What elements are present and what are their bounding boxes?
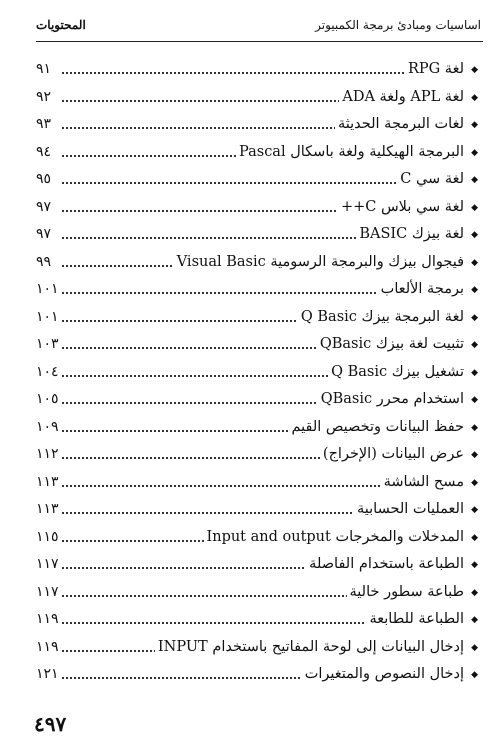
toc-entry-title: إدخال البيانات إلى لوحة المفاتيح باستخدام INPUT: [155, 638, 464, 656]
bullet-icon: ◆: [471, 560, 478, 570]
toc-entry-page: ٩٥: [36, 170, 62, 188]
toc-entry: [36, 277, 478, 305]
bullet-icon: ◆: [471, 477, 478, 488]
toc-entry-title: لغة APL ولغة ADA: [339, 88, 464, 106]
bullet-icon: ◆: [471, 65, 478, 75]
bullet-icon: ◆: [471, 395, 478, 405]
toc-entry: [36, 85, 478, 113]
toc-entry-page: ١٠٣: [36, 335, 62, 353]
running-header: [36, 18, 481, 40]
toc-entry-page: ١٠٥: [36, 390, 62, 408]
toc-entry-page: ١٠١: [36, 308, 62, 326]
toc-entry: [36, 442, 478, 470]
bullet-icon: ◆: [471, 505, 478, 515]
bullet-icon: ◆: [471, 175, 478, 185]
toc-entry: [36, 195, 478, 223]
toc-entry-title: لغة سي بلاس C++: [338, 198, 464, 216]
toc-entry-title: البرمجة الهيكلية ولغة باسكال Pascal: [236, 143, 464, 161]
bullet-icon: ◆: [471, 670, 478, 680]
toc-entry-page: ١١٩: [36, 638, 62, 656]
toc-entry-title: المدخلات والمخرجات Input and output: [204, 528, 465, 546]
bullet-icon: ◆: [471, 450, 478, 460]
toc-entry-title: الطباعة للطابعة: [366, 610, 464, 628]
toc-entry-page: ١١٧: [36, 583, 62, 601]
toc-entry-title: لغة RPG: [405, 60, 464, 78]
toc-entry: [36, 250, 478, 278]
toc-entry: [36, 305, 478, 333]
toc-entry-page: ١٠٤: [36, 363, 62, 381]
toc-entry-page: ٩٢: [36, 88, 62, 106]
toc-entry-title: العمليات الحسابية: [354, 500, 464, 518]
toc-entry-title: مسح الشاشة: [381, 473, 464, 491]
toc-entry: [36, 140, 478, 168]
bullet-icon: ◆: [471, 587, 478, 598]
toc-entry-page: ٩١: [36, 60, 62, 78]
bullet-icon: ◆: [471, 285, 478, 295]
bullet-icon: ◆: [471, 422, 478, 433]
bullet-icon: ◆: [471, 147, 478, 158]
toc-entry: [36, 360, 478, 388]
section-title: المحتويات: [36, 18, 86, 32]
toc-entry-title: تثبيت لغة بيزك QBasic: [317, 335, 464, 353]
toc-entry-page: ٩٩: [36, 253, 62, 271]
toc-entry: [36, 57, 478, 85]
toc-entry: [36, 552, 478, 580]
bullet-icon: ◆: [471, 615, 478, 625]
toc-entry: [36, 497, 478, 525]
toc-entry: [36, 635, 478, 663]
toc-entry-page: ١٢١: [36, 665, 62, 683]
toc-entry-page: ١١٧: [36, 555, 62, 573]
bullet-icon: ◆: [471, 312, 478, 323]
toc-entry-title: طباعة سطور خالية: [347, 583, 464, 601]
toc-entry: [36, 222, 478, 250]
toc-entry-title: لغات البرمجة الحديثة: [335, 115, 464, 133]
toc-entry-page: ١١٢: [36, 445, 62, 463]
bullet-icon: ◆: [471, 367, 478, 378]
toc-entry-title: برمجة الألعاب: [378, 280, 464, 298]
page-number: ٤٩٧: [34, 712, 67, 736]
toc-entry-title: حفظ البيانات وتخصيص القيم: [288, 418, 464, 436]
bullet-icon: ◆: [471, 120, 478, 130]
toc-entry-page: ٩٣: [36, 115, 62, 133]
bullet-icon: ◆: [471, 340, 478, 350]
toc-entry: [36, 112, 478, 140]
toc-entry: [36, 662, 478, 690]
toc-entry-title: الطباعة باستخدام الفاصلة: [306, 555, 464, 573]
toc-entry-page: ١٠٩: [36, 418, 62, 436]
dot-leader: [62, 72, 464, 74]
toc-entry: [36, 387, 478, 415]
toc-entry: [36, 470, 478, 498]
toc-entry: [36, 525, 478, 553]
toc-entry: [36, 607, 478, 635]
bullet-icon: ◆: [471, 230, 478, 240]
toc-entry-title: فيجوال بيزك والبرمجة الرسومية Visual Basic: [174, 253, 464, 271]
header-divider: [36, 41, 483, 42]
toc-entry-title: لغة البرمجة بيزك Q Basic: [298, 308, 464, 326]
bullet-icon: ◆: [471, 92, 478, 103]
toc-entry-page: ١١٩: [36, 610, 62, 628]
table-of-contents: [36, 57, 478, 690]
toc-entry-page: ١١٣: [36, 500, 62, 518]
toc-entry-page: ١٠١: [36, 280, 62, 298]
toc-entry-title: استخدام محرر QBasic: [318, 390, 464, 408]
toc-entry-title: عرض البيانات (الإخراج): [320, 445, 464, 463]
toc-entry-page: ١١٣: [36, 473, 62, 491]
bullet-icon: ◆: [471, 202, 478, 213]
toc-entry-page: ١١٥: [36, 528, 62, 546]
toc-entry-title: لغة بيزك BASIC: [356, 225, 464, 243]
bullet-icon: ◆: [471, 532, 478, 543]
toc-entry-page: ٩٧: [36, 225, 62, 243]
toc-entry: [36, 167, 478, 195]
toc-entry-page: ٩٤: [36, 143, 62, 161]
toc-entry-title: تشغيل بيزك Q Basic: [328, 363, 464, 381]
toc-entry-page: ٩٧: [36, 198, 62, 216]
bullet-icon: ◆: [471, 642, 478, 653]
toc-entry: [36, 332, 478, 360]
toc-entry-title: إدخال النصوص والمتغيرات: [302, 665, 464, 683]
toc-entry: [36, 580, 478, 608]
book-title: اساسيات ومبادئ برمجة الكمبيوتر: [315, 18, 481, 32]
toc-entry-title: لغة سي C: [397, 170, 464, 188]
toc-entry: [36, 415, 478, 443]
bullet-icon: ◆: [471, 257, 478, 268]
